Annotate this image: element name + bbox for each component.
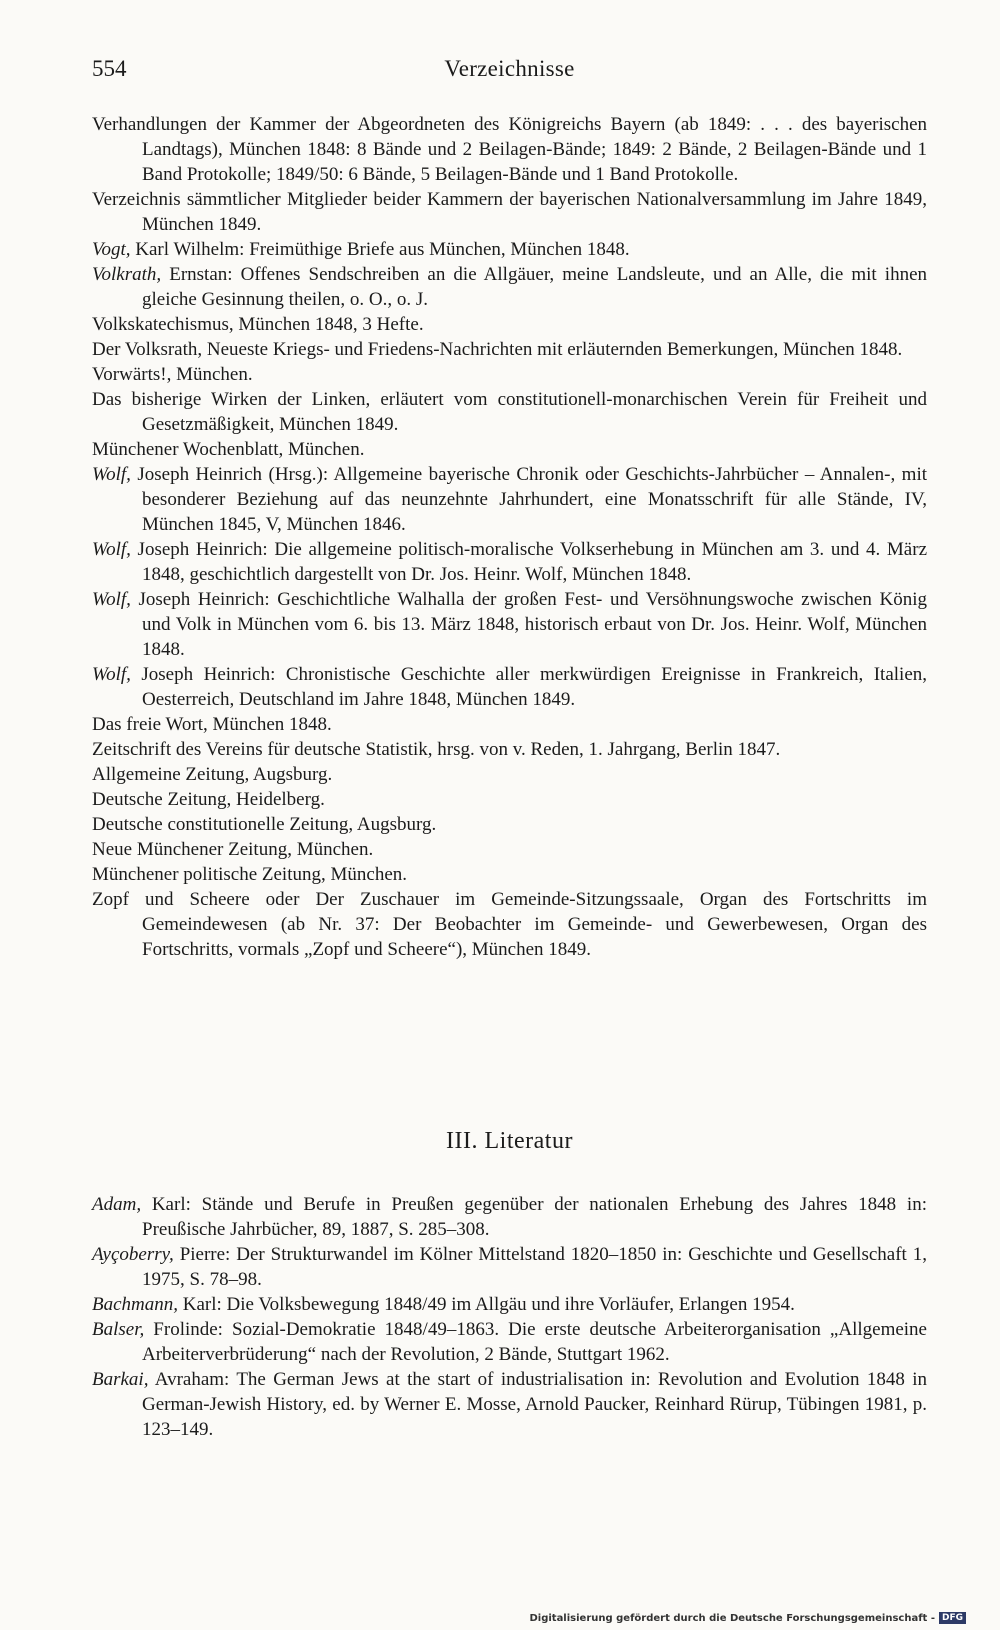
entry-text: Joseph Heinrich: Chronistische Geschichte aller merkwürdigen Ereignisse in Frankreich, Italien, Oesterreich, Deutschland im Jahre 1848, München 1849. [130, 664, 927, 710]
source-entry [92, 112, 927, 187]
source-entry [92, 187, 927, 237]
entry-text: Frolinde: Sozial-Demokratie 1848/49–1863. Die erste deutsche Arbeiterorganisation „Allgemeine Arbeiterverbrüderung“ nach der Revolution, 2 Bände, Stuttgart 1962. [142, 1319, 927, 1365]
source-entry [92, 712, 927, 737]
entry-author: Wolf, [92, 589, 131, 610]
entry-text: Pierre: Der Strukturwandel im Kölner Mittelstand 1820–1850 in: Geschichte und Gesellschaft 1, 1975, S. 78–98. [142, 1244, 927, 1290]
entry-text: Vorwärts!, München. [92, 364, 253, 385]
source-entry [92, 362, 927, 387]
entry-text: Münchener politische Zeitung, München. [92, 864, 408, 885]
entry-author: Wolf, [92, 464, 131, 485]
running-head: Verzeichnisse [444, 56, 575, 81]
entry-author: Ayçoberry, [92, 1244, 174, 1265]
dfg-logo: DFG [939, 1612, 966, 1624]
entry-text: Allgemeine Zeitung, Augsburg. [92, 764, 333, 785]
source-entry [92, 787, 927, 812]
entry-text: Avraham: The German Jews at the start of industrialisation in: Revolution and Evolution 1848 in German-Jewish History, ed. by Werner E. Mosse, Arnold Paucker, Reinhard Rürup, Tübingen 1981, p. 123–149. [142, 1369, 927, 1440]
source-entry [92, 862, 927, 887]
literature-entry [92, 1192, 927, 1242]
entry-text: Verhandlungen der Kammer der Abgeordneten des Königreichs Bayern (ab 1849: . . . des bayerischen Landtags), München 1848: 8 Bände und 2 Beilagen-Bände; 1849: 2 Bände, 2 Beilagen-Bände und 1 Band Protokolle; 1849/50: 6 Bände, 5 Beilagen-Bände und 1 Band Protokolle. [92, 114, 927, 185]
credit-text: Digitalisierung gefördert durch die Deutsche Forschungsgemeinschaft - [529, 1612, 935, 1624]
source-entry [92, 337, 927, 362]
entry-text: Karl Wilhelm: Freimüthige Briefe aus München, München 1848. [130, 239, 630, 260]
entry-text: Münchener Wochenblatt, München. [92, 439, 365, 460]
entry-text: Verzeichnis sämmtlicher Mitglieder beider Kammern der bayerischen Nationalversammlung im Jahre 1849, München 1849. [92, 189, 927, 235]
source-entry [92, 312, 927, 337]
source-entry [92, 737, 927, 762]
entry-text: Der Volksrath, Neueste Kriegs- und Friedens-Nachrichten mit erläuternden Bemerkungen, München 1848. [92, 339, 903, 360]
source-entry [92, 387, 927, 437]
entry-text: Joseph Heinrich: Geschichtliche Walhalla der großen Fest- und Versöhnungswoche zwischen König und Volk in München vom 6. bis 13. März 1848, historisch erbaut von Dr. Jos. Heinr. Wolf, München 1848. [130, 589, 927, 660]
source-entry [92, 812, 927, 837]
entry-text: Karl: Die Volksbewegung 1848/49 im Allgäu und ihre Vorläufer, Erlangen 1954. [178, 1294, 795, 1315]
source-entry [92, 262, 927, 312]
literature-entry [92, 1292, 927, 1317]
source-entry [92, 837, 927, 862]
entry-text: Das bisherige Wirken der Linken, erläutert vom constitutionell-monarchischen Verein für Freiheit und Gesetzmäßigkeit, München 1849. [92, 389, 927, 435]
entry-text: Deutsche Zeitung, Heidelberg. [92, 789, 325, 810]
entry-author: Wolf, [92, 664, 131, 685]
sources-list [92, 112, 927, 962]
entry-author: Barkai, [92, 1369, 149, 1390]
literature-list [92, 1192, 927, 1442]
entry-author: Vogt, [92, 239, 131, 260]
section-heading-literatur: III. Literatur [446, 1128, 573, 1154]
entry-author: Volkrath, [92, 264, 162, 285]
entry-author: Bachmann, [92, 1294, 179, 1315]
entry-text: Das freie Wort, München 1848. [92, 714, 332, 735]
literature-entry [92, 1367, 927, 1442]
page-number: 554 [92, 56, 127, 81]
source-entry [92, 762, 927, 787]
source-entry [92, 587, 927, 662]
source-entry [92, 662, 927, 712]
entry-text: Joseph Heinrich: Die allgemeine politisch-moralische Volkserhebung in München am 3. und 4. März 1848, geschichtlich dargestellt von Dr. Jos. Heinr. Wolf, München 1848. [130, 539, 927, 585]
source-entry [92, 887, 927, 962]
digitization-credit [529, 1612, 966, 1624]
source-entry [92, 462, 927, 537]
source-entry [92, 437, 927, 462]
entry-text: Zeitschrift des Vereins für deutsche Statistik, hrsg. von v. Reden, 1. Jahrgang, Berlin 1847. [92, 739, 781, 760]
literature-entry [92, 1317, 927, 1367]
entry-author: Balser, [92, 1319, 145, 1340]
entry-text: Neue Münchener Zeitung, München. [92, 839, 374, 860]
entry-text: Volkskatechismus, München 1848, 3 Hefte. [92, 314, 424, 335]
entry-text: Deutsche constitutionelle Zeitung, Augsburg. [92, 814, 437, 835]
entry-text: Joseph Heinrich (Hrsg.): Allgemeine bayerische Chronik oder Geschichts-Jahrbücher – Annalen-, mit besonderer Beziehung auf das neunzehnte Jahrhundert, eine Monatsschrift für alle Stände, IV, München 1845, V, München 1846. [130, 464, 927, 535]
literature-entry [92, 1242, 927, 1292]
entry-text: Karl: Stände und Berufe in Preußen gegenüber der nationalen Erhebung des Jahres 1848 in: Preußische Jahrbücher, 89, 1887, S. 285–308. [141, 1194, 927, 1240]
entry-text: Ernstan: Offenes Sendschreiben an die Allgäuer, meine Landsleute, und an Alle, die mit ihnen gleiche Gesinnung theilen, o. O., o. J. [142, 264, 927, 310]
entry-author: Wolf, [92, 539, 131, 560]
entry-text: Zopf und Scheere oder Der Zuschauer im Gemeinde-Sitzungssaale, Organ des Fortschritts im Gemeindewesen (ab Nr. 37: Der Beobachter im Gemeinde- und Gewerbewesen, Organ des Fortschritts, vormals „Zopf und Scheere“), München 1849. [92, 889, 927, 960]
page-header [92, 56, 927, 90]
entry-author: Adam, [92, 1194, 142, 1215]
source-entry [92, 237, 927, 262]
source-entry [92, 537, 927, 587]
